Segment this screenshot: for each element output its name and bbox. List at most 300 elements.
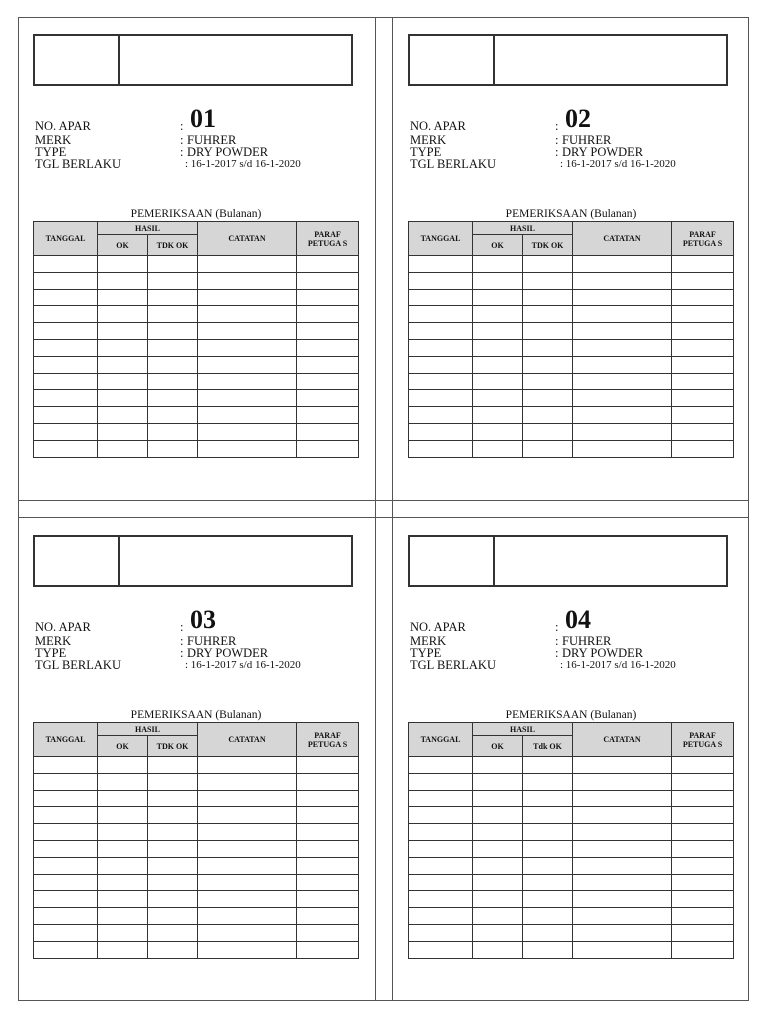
table-row (34, 908, 359, 925)
table-row (409, 941, 734, 958)
table-cell[interactable] (148, 306, 198, 323)
merk-label: MERK (35, 133, 72, 147)
table-cell[interactable] (34, 440, 98, 457)
table-cell[interactable] (523, 306, 573, 323)
table-cell[interactable] (198, 407, 297, 424)
table-cell[interactable] (523, 289, 573, 306)
table-cell[interactable] (573, 256, 672, 273)
table-cell[interactable] (198, 356, 297, 373)
table-cell[interactable] (473, 339, 523, 356)
table-cell[interactable] (297, 289, 359, 306)
table-cell[interactable] (473, 256, 523, 273)
table-cell[interactable] (409, 272, 473, 289)
table-cell[interactable] (297, 908, 359, 925)
table-cell[interactable] (409, 256, 473, 273)
table-cell[interactable] (148, 891, 198, 908)
table-cell[interactable] (297, 840, 359, 857)
table-cell[interactable] (409, 289, 473, 306)
header-paraf-petugas: PARAF PETUGA S (672, 222, 734, 256)
table-cell[interactable] (98, 840, 148, 857)
table-cell[interactable] (523, 941, 573, 958)
table-cell[interactable] (573, 423, 672, 440)
logo-box (33, 34, 353, 86)
table-cell[interactable] (523, 908, 573, 925)
table-cell[interactable] (672, 840, 734, 857)
table-cell[interactable] (473, 941, 523, 958)
merk-label: MERK (410, 634, 447, 648)
table-cell[interactable] (409, 857, 473, 874)
table-cell[interactable] (297, 390, 359, 407)
table-row (34, 390, 359, 407)
table-cell[interactable] (672, 356, 734, 373)
logo-box (33, 535, 353, 587)
header-catatan: CATATAN (573, 222, 672, 256)
table-cell[interactable] (98, 339, 148, 356)
table-cell[interactable] (34, 891, 98, 908)
table-cell[interactable] (672, 941, 734, 958)
logo-box (408, 34, 728, 86)
table-cell[interactable] (198, 256, 297, 273)
table-cell[interactable] (473, 356, 523, 373)
table-cell[interactable] (198, 323, 297, 340)
merk-value: FUHRER (562, 634, 612, 648)
table-cell[interactable] (34, 773, 98, 790)
table-cell[interactable] (672, 773, 734, 790)
table-cell[interactable] (98, 757, 148, 774)
table-cell[interactable] (98, 908, 148, 925)
table-cell[interactable] (523, 840, 573, 857)
table-cell[interactable] (573, 874, 672, 891)
table-cell[interactable] (409, 773, 473, 790)
table-cell[interactable] (523, 356, 573, 373)
table-cell[interactable] (573, 757, 672, 774)
table-cell[interactable] (148, 840, 198, 857)
table-cell[interactable] (297, 790, 359, 807)
table-row (409, 356, 734, 373)
table-cell[interactable] (672, 289, 734, 306)
table-cell[interactable] (523, 773, 573, 790)
table-cell[interactable] (409, 807, 473, 824)
header-tdk-ok: TDK OK (148, 235, 198, 256)
table-cell[interactable] (409, 356, 473, 373)
table-cell[interactable] (148, 373, 198, 390)
table-cell[interactable] (98, 924, 148, 941)
table-row (34, 857, 359, 874)
table-cell[interactable] (198, 423, 297, 440)
merk-colon: : (180, 133, 184, 147)
table-cell[interactable] (473, 373, 523, 390)
table-cell[interactable] (672, 423, 734, 440)
table-cell[interactable] (409, 840, 473, 857)
apar-info (410, 605, 730, 671)
table-cell[interactable] (148, 857, 198, 874)
table-cell[interactable] (409, 440, 473, 457)
table-cell[interactable] (98, 891, 148, 908)
table-cell[interactable] (672, 306, 734, 323)
header-catatan: CATATAN (198, 222, 297, 256)
table-cell[interactable] (573, 373, 672, 390)
table-cell[interactable] (473, 908, 523, 925)
table-title: PEMERIKSAAN (Bulanan) (130, 709, 262, 721)
table-cell[interactable] (473, 272, 523, 289)
table-cell[interactable] (34, 390, 98, 407)
table-cell[interactable] (34, 840, 98, 857)
table-cell[interactable] (98, 289, 148, 306)
table-cell[interactable] (409, 941, 473, 958)
table-cell[interactable] (198, 840, 297, 857)
table-cell[interactable] (198, 773, 297, 790)
table-cell[interactable] (148, 440, 198, 457)
table-cell[interactable] (297, 824, 359, 841)
table-cell[interactable] (523, 857, 573, 874)
table-cell[interactable] (148, 390, 198, 407)
table-cell[interactable] (297, 891, 359, 908)
table-cell[interactable] (297, 807, 359, 824)
table-cell[interactable] (473, 857, 523, 874)
table-cell[interactable] (523, 390, 573, 407)
table-cell[interactable] (148, 807, 198, 824)
inspection-table (408, 221, 734, 458)
table-cell[interactable] (34, 924, 98, 941)
table-cell[interactable] (409, 874, 473, 891)
table-cell[interactable] (148, 908, 198, 925)
table-cell[interactable] (573, 339, 672, 356)
type-label: TYPE (35, 646, 67, 660)
table-cell[interactable] (473, 807, 523, 824)
table-cell[interactable] (672, 407, 734, 424)
table-cell[interactable] (672, 790, 734, 807)
table-cell[interactable] (573, 807, 672, 824)
table-cell[interactable] (98, 423, 148, 440)
table-cell[interactable] (148, 356, 198, 373)
table-cell[interactable] (297, 339, 359, 356)
table-cell[interactable] (98, 407, 148, 424)
table-cell[interactable] (473, 824, 523, 841)
table-cell[interactable] (98, 356, 148, 373)
type-colon: : (180, 646, 184, 660)
table-cell[interactable] (409, 373, 473, 390)
table-cell[interactable] (573, 289, 672, 306)
table-cell[interactable] (523, 924, 573, 941)
inspection-table (33, 722, 359, 959)
table-cell[interactable] (672, 807, 734, 824)
table-cell[interactable] (672, 272, 734, 289)
table-cell[interactable] (98, 323, 148, 340)
table-cell[interactable] (34, 824, 98, 841)
table-cell[interactable] (409, 908, 473, 925)
table-cell[interactable] (34, 356, 98, 373)
table-cell[interactable] (409, 339, 473, 356)
table-cell[interactable] (672, 390, 734, 407)
merk-colon: : (555, 133, 559, 147)
company-name-cell (495, 36, 726, 84)
table-cell[interactable] (34, 306, 98, 323)
table-cell[interactable] (523, 339, 573, 356)
table-cell[interactable] (297, 857, 359, 874)
no-apar-row (410, 104, 730, 134)
table-cell[interactable] (409, 306, 473, 323)
table-cell[interactable] (409, 790, 473, 807)
table-cell[interactable] (473, 390, 523, 407)
table-cell[interactable] (34, 874, 98, 891)
table-cell[interactable] (672, 908, 734, 925)
table-cell[interactable] (297, 941, 359, 958)
table-row (34, 840, 359, 857)
table-cell[interactable] (672, 757, 734, 774)
table-cell[interactable] (672, 891, 734, 908)
table-cell[interactable] (198, 824, 297, 841)
table-row (409, 323, 734, 340)
table-cell[interactable] (198, 757, 297, 774)
merk-colon: : (555, 634, 559, 648)
table-cell[interactable] (409, 407, 473, 424)
table-cell[interactable] (573, 891, 672, 908)
company-name-cell (495, 537, 726, 585)
table-cell[interactable] (98, 773, 148, 790)
table-cell[interactable] (473, 924, 523, 941)
table-cell[interactable] (473, 440, 523, 457)
table-cell[interactable] (34, 941, 98, 958)
table-body (409, 757, 734, 959)
table-cell[interactable] (523, 272, 573, 289)
table-cell[interactable] (473, 407, 523, 424)
tgl-berlaku-row (35, 158, 355, 170)
table-cell[interactable] (573, 840, 672, 857)
no-apar-label: NO. APAR (35, 620, 91, 634)
table-cell[interactable] (297, 306, 359, 323)
header-ok: OK (473, 235, 523, 256)
table-cell[interactable] (148, 289, 198, 306)
table-cell[interactable] (297, 373, 359, 390)
table-cell[interactable] (98, 390, 148, 407)
table-cell[interactable] (198, 857, 297, 874)
table-cell[interactable] (34, 339, 98, 356)
table-cell[interactable] (198, 272, 297, 289)
table-cell[interactable] (198, 941, 297, 958)
table-cell[interactable] (98, 256, 148, 273)
table-cell[interactable] (409, 924, 473, 941)
table-row (409, 790, 734, 807)
table-cell[interactable] (198, 874, 297, 891)
table-cell[interactable] (573, 272, 672, 289)
table-cell[interactable] (473, 840, 523, 857)
table-cell[interactable] (198, 807, 297, 824)
table-cell[interactable] (573, 407, 672, 424)
table-cell[interactable] (148, 824, 198, 841)
table-cell[interactable] (98, 440, 148, 457)
table-cell[interactable] (98, 373, 148, 390)
table-cell[interactable] (297, 924, 359, 941)
header-tdk-ok: TDK OK (148, 736, 198, 757)
table-cell[interactable] (148, 407, 198, 424)
table-cell[interactable] (573, 773, 672, 790)
table-cell[interactable] (297, 423, 359, 440)
table-cell[interactable] (672, 857, 734, 874)
table-cell[interactable] (98, 272, 148, 289)
table-cell[interactable] (148, 773, 198, 790)
table-cell[interactable] (473, 874, 523, 891)
table-cell[interactable] (409, 390, 473, 407)
table-row (34, 323, 359, 340)
table-cell[interactable] (148, 790, 198, 807)
table-cell[interactable] (34, 373, 98, 390)
table-cell[interactable] (198, 373, 297, 390)
table-cell[interactable] (523, 891, 573, 908)
logo-cell (410, 36, 495, 84)
table-cell[interactable] (198, 790, 297, 807)
table-cell[interactable] (297, 440, 359, 457)
table-cell[interactable] (198, 908, 297, 925)
table-row (34, 773, 359, 790)
table-row (34, 440, 359, 457)
table-cell[interactable] (198, 339, 297, 356)
tgl-berlaku-label: TGL BERLAKU (410, 157, 496, 171)
table-cell[interactable] (672, 256, 734, 273)
table-cell[interactable] (523, 256, 573, 273)
table-cell[interactable] (34, 323, 98, 340)
table-cell[interactable] (473, 891, 523, 908)
table-cell[interactable] (198, 891, 297, 908)
table-cell[interactable] (297, 773, 359, 790)
table-cell[interactable] (297, 256, 359, 273)
table-cell[interactable] (148, 941, 198, 958)
table-body (34, 757, 359, 959)
type-label: TYPE (410, 646, 442, 660)
table-cell[interactable] (98, 824, 148, 841)
table-cell[interactable] (409, 824, 473, 841)
table-cell[interactable] (672, 874, 734, 891)
table-cell[interactable] (523, 423, 573, 440)
table-cell[interactable] (409, 423, 473, 440)
table-row (409, 306, 734, 323)
table-cell[interactable] (198, 440, 297, 457)
table-cell[interactable] (672, 440, 734, 457)
tgl-berlaku-value: : 16-1-2017 s/d 16-1-2020 (560, 659, 676, 671)
table-cell[interactable] (34, 807, 98, 824)
table-cell[interactable] (98, 790, 148, 807)
table-cell[interactable] (573, 857, 672, 874)
table-cell[interactable] (523, 323, 573, 340)
table-cell[interactable] (148, 339, 198, 356)
header-ok: OK (98, 235, 148, 256)
table-cell[interactable] (98, 874, 148, 891)
table-row (34, 790, 359, 807)
table-cell[interactable] (148, 423, 198, 440)
table-cell[interactable] (672, 373, 734, 390)
table-cell[interactable] (473, 306, 523, 323)
table-cell[interactable] (297, 356, 359, 373)
header-tanggal: TANGGAL (34, 222, 98, 256)
table-cell[interactable] (34, 757, 98, 774)
table-cell[interactable] (523, 807, 573, 824)
table-cell[interactable] (297, 757, 359, 774)
table-cell[interactable] (573, 941, 672, 958)
table-cell[interactable] (34, 289, 98, 306)
table-cell[interactable] (672, 924, 734, 941)
merk-label: MERK (410, 133, 447, 147)
header-tanggal: TANGGAL (409, 723, 473, 757)
table-cell[interactable] (34, 908, 98, 925)
table-cell[interactable] (523, 407, 573, 424)
table-cell[interactable] (148, 256, 198, 273)
table-row (34, 941, 359, 958)
table-cell[interactable] (672, 824, 734, 841)
table-cell[interactable] (198, 289, 297, 306)
table-cell[interactable] (523, 874, 573, 891)
table-cell[interactable] (573, 390, 672, 407)
table-cell[interactable] (297, 323, 359, 340)
logo-cell (35, 537, 120, 585)
table-cell[interactable] (523, 824, 573, 841)
header-hasil: HASIL (473, 222, 573, 235)
table-cell[interactable] (34, 790, 98, 807)
table-cell[interactable] (198, 390, 297, 407)
table-cell[interactable] (473, 757, 523, 774)
type-colon: : (555, 145, 559, 159)
table-cell[interactable] (148, 757, 198, 774)
table-cell[interactable] (573, 790, 672, 807)
apar-card-03 (20, 535, 350, 975)
table-cell[interactable] (473, 423, 523, 440)
table-cell[interactable] (148, 924, 198, 941)
table-cell[interactable] (34, 256, 98, 273)
table-cell[interactable] (198, 306, 297, 323)
table-cell[interactable] (297, 407, 359, 424)
table-row (34, 807, 359, 824)
table-cell[interactable] (34, 857, 98, 874)
table-cell[interactable] (198, 924, 297, 941)
table-cell[interactable] (573, 356, 672, 373)
table-cell[interactable] (98, 857, 148, 874)
table-cell[interactable] (148, 323, 198, 340)
header-hasil: HASIL (98, 222, 198, 235)
table-cell[interactable] (409, 323, 473, 340)
table-row (409, 339, 734, 356)
table-cell[interactable] (409, 891, 473, 908)
table-cell[interactable] (297, 874, 359, 891)
type-value: DRY POWDER (562, 145, 644, 159)
table-cell[interactable] (523, 790, 573, 807)
table-cell[interactable] (34, 407, 98, 424)
table-cell[interactable] (523, 440, 573, 457)
table-cell[interactable] (523, 757, 573, 774)
table-cell[interactable] (409, 757, 473, 774)
table-cell[interactable] (34, 423, 98, 440)
table-cell[interactable] (473, 773, 523, 790)
table-cell[interactable] (473, 790, 523, 807)
table-cell[interactable] (148, 272, 198, 289)
type-label: TYPE (35, 145, 67, 159)
table-cell[interactable] (98, 807, 148, 824)
table-cell[interactable] (573, 824, 672, 841)
table-cell[interactable] (672, 323, 734, 340)
table-cell[interactable] (573, 924, 672, 941)
table-cell[interactable] (672, 339, 734, 356)
table-cell[interactable] (523, 373, 573, 390)
table-cell[interactable] (473, 289, 523, 306)
table-cell[interactable] (34, 272, 98, 289)
table-cell[interactable] (573, 440, 672, 457)
table-cell[interactable] (573, 323, 672, 340)
table-cell[interactable] (297, 272, 359, 289)
table-cell[interactable] (473, 323, 523, 340)
merk-value: FUHRER (187, 133, 237, 147)
table-cell[interactable] (573, 306, 672, 323)
table-cell[interactable] (573, 908, 672, 925)
table-cell[interactable] (148, 874, 198, 891)
table-cell[interactable] (98, 941, 148, 958)
table-cell[interactable] (98, 306, 148, 323)
